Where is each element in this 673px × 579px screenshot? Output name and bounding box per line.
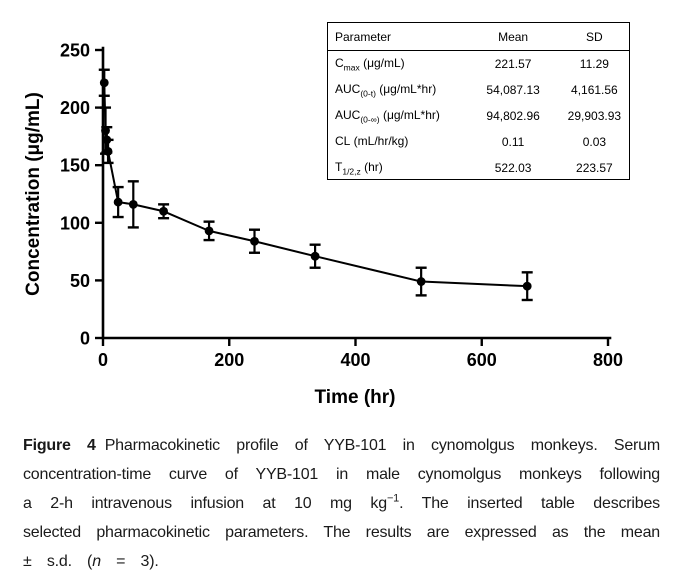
- data-point-marker: [523, 282, 532, 291]
- mean-value: 54,087.13: [486, 83, 540, 97]
- data-point-marker: [102, 135, 111, 144]
- parameter-base: T: [335, 159, 343, 174]
- parameter-cell: [328, 155, 466, 181]
- parameter-units: (μg/mL*hr): [379, 107, 440, 122]
- caption-n-italic: n: [92, 553, 101, 570]
- parameter-base: AUC: [335, 81, 361, 96]
- caption-text-1: Pharmacokinetic profile of YYB-101 in cynomolgus monkeys. Serum concentration-time curve of YYB-101 in male cynomolgus monkeys following a 2-h intravenous infusion at 10 mg kg: [23, 437, 660, 512]
- data-point-marker: [159, 207, 168, 216]
- y-tick-label: 0: [79, 328, 90, 349]
- y-tick-label: 100: [59, 213, 90, 234]
- data-point-marker: [311, 252, 320, 261]
- y-axis-title: Concentration (μg/mL): [23, 92, 44, 296]
- parameter-base: AUC: [335, 107, 361, 122]
- x-tick-label: 0: [97, 350, 109, 370]
- parameter-subscript: 1/2,z: [342, 165, 361, 176]
- table-header-parameter: Parameter: [328, 23, 466, 51]
- table-header-row: [328, 23, 629, 51]
- data-point-marker: [114, 198, 123, 207]
- sd-value: 0.03: [582, 135, 607, 149]
- data-point-marker: [101, 126, 110, 135]
- data-point-marker: [129, 200, 138, 209]
- data-point-marker: [100, 78, 109, 87]
- data-point-marker: [104, 147, 113, 156]
- parameter-subscript: (0-∞): [360, 113, 380, 124]
- x-axis-title: Time (hr): [314, 387, 396, 408]
- parameter-cell: [328, 77, 466, 103]
- parameter-units: (mL/hr/kg): [350, 133, 409, 148]
- mean-value: 94,802.96: [486, 109, 540, 123]
- x-tick-label: 800: [592, 350, 624, 370]
- parameter-subscript: (0-t): [360, 87, 376, 98]
- parameter-cell: [328, 103, 466, 129]
- x-tick-label: 600: [466, 350, 497, 370]
- caption-text-3: = 3).: [100, 553, 159, 570]
- caption-superscript: −1: [386, 492, 400, 505]
- x-tick-label: 400: [340, 350, 371, 370]
- table-row-auc0t: [328, 77, 629, 103]
- parameter-units: (hr): [360, 159, 383, 174]
- parameter-subscript: max: [343, 61, 360, 72]
- y-tick-label: 150: [59, 155, 90, 176]
- y-tick-label: 50: [69, 270, 90, 291]
- sd-value: 11.29: [579, 57, 609, 71]
- table-row-auc0inf: [328, 103, 629, 129]
- table-header-sd: SD: [560, 23, 629, 51]
- data-point-marker: [417, 277, 426, 286]
- mean-value: 522.03: [494, 161, 532, 175]
- sd-value: 223.57: [576, 161, 613, 175]
- table-row-thalf: [328, 155, 629, 181]
- parameter-cell: [328, 129, 466, 155]
- sd-value: 4,161.56: [571, 83, 618, 97]
- y-tick-label: 250: [59, 40, 90, 61]
- data-point-marker: [250, 237, 259, 246]
- x-tick-label: 200: [214, 350, 245, 370]
- figure-label: Figure 4: [23, 437, 96, 454]
- table-row-cl: [328, 129, 629, 155]
- table-header-mean: Mean: [466, 23, 559, 51]
- mean-value: 221.57: [494, 57, 532, 71]
- y-tick-label: 200: [59, 98, 90, 119]
- parameter-base: C: [335, 55, 344, 70]
- data-point-marker: [205, 226, 214, 235]
- parameter-units: (μg/mL*hr): [375, 81, 437, 96]
- caption-text-2: . The inserted table describes selected pharmacokinetic parameters. The results are expressed as the mean ± s.d. (: [23, 495, 660, 570]
- parameter-base: CL: [335, 133, 351, 148]
- table-row-cmax: [328, 51, 629, 78]
- parameter-cell: [328, 51, 466, 78]
- sd-value: 29,903.93: [567, 109, 622, 123]
- mean-value: 0.11: [501, 135, 525, 149]
- parameter-units: (μg/mL): [359, 55, 405, 70]
- pk-parameter-table: [327, 22, 630, 180]
- figure-caption: [0, 431, 673, 576]
